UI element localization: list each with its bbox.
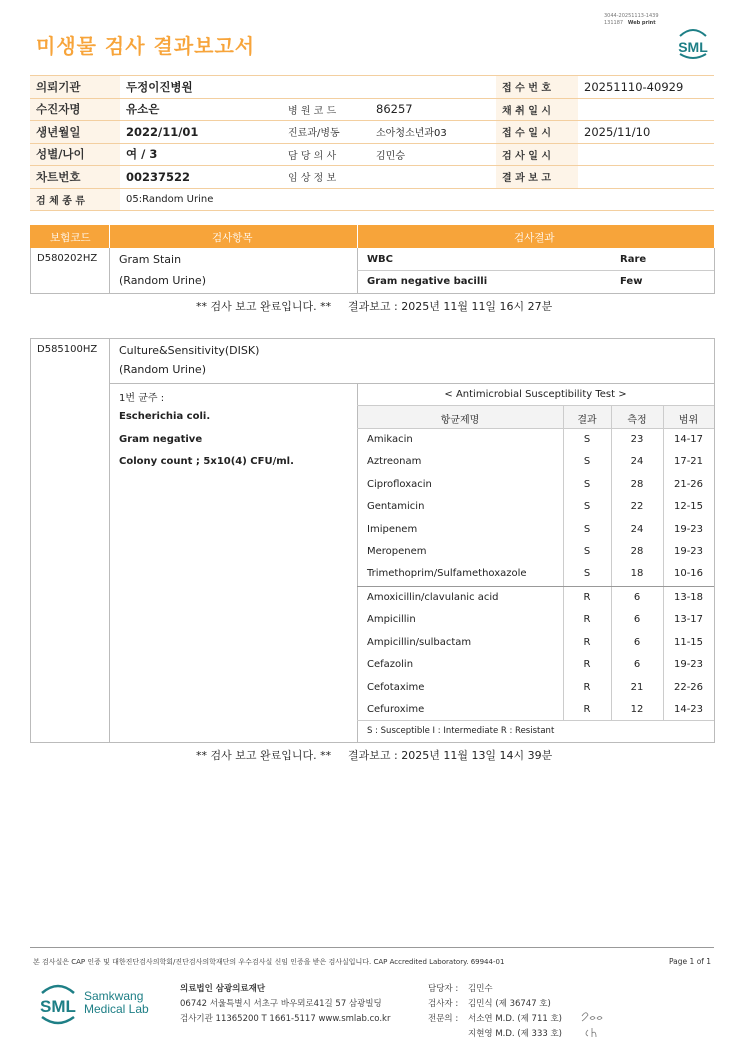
ast-measure: 24 [630, 523, 644, 535]
label-receipt-date: 접 수 일 시 [496, 121, 578, 144]
ast-result: S [583, 478, 591, 490]
ast-measure: 18 [630, 568, 644, 580]
clinical-info [370, 166, 496, 189]
ast-legend: S : Susceptible I : Intermediate R : Resistant [367, 726, 555, 736]
ast-range: 10-16 [673, 568, 704, 580]
ast-drug: Meropenem [367, 546, 427, 557]
ast-measure: 22 [630, 501, 644, 513]
test-date [578, 143, 714, 166]
test2-complete-note: ** 검사 보고 완료입니다. ** [196, 749, 332, 762]
staff-name: 김민수 [468, 984, 493, 994]
birth-date: 2022/11/01 [120, 121, 282, 144]
test2-report-time: 결과보고 : 2025년 11월 13일 14시 39분 [348, 749, 553, 762]
doctor: 김민승 [370, 143, 496, 166]
ast-result: R [583, 614, 591, 626]
col-test-item: 검사항목 [212, 232, 253, 244]
ast-drug: Aztreonam [367, 456, 422, 468]
org-name: 의료법인 삼광의료재단 [180, 984, 266, 994]
ast-measure: 28 [630, 546, 644, 557]
ast-drug: Ampicillin [367, 614, 416, 626]
label-collection-date: 채 취 일 시 [496, 98, 578, 121]
col-insurance-code: 보험코드 [50, 232, 91, 244]
test1-complete-note: ** 검사 보고 완료입니다. ** [196, 300, 332, 313]
test1-report-time: 결과보고 : 2025년 11월 11일 16시 27분 [348, 300, 553, 313]
ast-drug: Amoxicillin/clavulanic acid [367, 592, 499, 603]
label-requesting-org: 의뢰기관 [30, 76, 120, 99]
test1-result-value: Rare [620, 254, 647, 265]
col-test-result: 검사결과 [514, 232, 555, 244]
label-hospital-code: 병 원 코 드 [282, 98, 370, 121]
test1-result-item: Gram negative bacilli [367, 276, 488, 287]
ast-measure: 23 [630, 434, 644, 445]
signature [578, 1008, 608, 1040]
organism-label: 1번 균주 : [119, 393, 165, 404]
ast-range: 14-17 [673, 434, 704, 445]
ast-measure: 12 [630, 704, 644, 715]
organism-name: Escherichia coli. [119, 411, 211, 422]
chart-no: 00237522 [120, 166, 282, 189]
ast-result: R [583, 659, 591, 671]
ast-measure: 21 [630, 681, 644, 693]
label-clinical-info: 임 상 정 보 [282, 166, 370, 189]
sex-age: 여 / 3 [120, 143, 282, 166]
ast-title: < Antimicrobial Susceptibility Test > [444, 389, 627, 400]
test1-code: D580202HZ [37, 253, 98, 264]
ast-result: R [583, 681, 591, 693]
requesting-org: 두정이진병원 [120, 76, 496, 99]
sml-footer-logo-text: SML [40, 997, 76, 1016]
ast-result: R [583, 704, 591, 715]
label-sex-age: 성별/나이 [30, 143, 120, 166]
ast-drug: Amikacin [367, 434, 413, 445]
ast-result: S [583, 434, 591, 445]
ast-range: 13-17 [673, 614, 704, 626]
page-number: Page 1 of 1 [669, 957, 712, 966]
ast-measure: 24 [630, 456, 644, 468]
colony-count: Colony count ; 5x10(4) CFU/ml. [119, 456, 294, 467]
test2-code: D585100HZ [37, 344, 98, 355]
ast-measure: 6 [633, 659, 641, 671]
ast-range: 11-15 [673, 636, 704, 648]
ast-drug: Imipenem [367, 523, 418, 535]
patient-name: 유소은 [120, 98, 282, 121]
ast-drug: Cefuroxime [367, 704, 425, 715]
ast-range: 17-21 [673, 456, 704, 468]
collection-date [578, 98, 714, 121]
receipt-date: 2025/11/10 [578, 121, 714, 144]
ast-result: R [583, 592, 591, 603]
sml-footer-logo [36, 981, 80, 1027]
lab-address: 06742 서울특별시 서초구 바우뫼로41길 57 삼광빌딩 [180, 999, 382, 1009]
label-specimen-type: 검 체 종 류 [30, 188, 120, 211]
cert-statement: 본 검사실은 CAP 인증 및 대한진단검사의학회/진단검사의학재단의 우수검사실 신임 인증을 받은 검사실입니다. CAP Accredited Laboratory. 69944-01 [33, 958, 505, 966]
ast-drug: Trimethoprim/Sulfamethoxazole [367, 568, 527, 580]
ast-range: 21-26 [673, 478, 704, 490]
label-result-report: 결 과 보 고 [496, 166, 578, 189]
test1-result-value: Few [620, 276, 643, 287]
label-birth-date: 생년월일 [30, 121, 120, 144]
results-header-bar [30, 225, 714, 248]
ast-range: 19-23 [673, 659, 704, 671]
ast-result: S [583, 523, 591, 535]
ast-drug: Ampicillin/sulbactam [367, 636, 472, 648]
ast-result: S [583, 501, 591, 513]
ast-measure: 28 [630, 478, 644, 490]
test2-name: Culture&Sensitivity(DISK) [119, 344, 260, 357]
ast-range: 14-23 [673, 704, 704, 715]
lab-contact: 검사기관 11365200 T 1661-5117 www.smlab.co.kr [180, 1014, 391, 1024]
department: 소아청소년과03 [370, 121, 496, 144]
ast-measure: 6 [633, 614, 641, 626]
ast-drug: Gentamicin [367, 501, 425, 513]
ast-range: 19-23 [673, 546, 704, 557]
staff-role: 전문의 : [428, 1014, 459, 1024]
test1-name: Gram Stain [119, 253, 182, 266]
ast-measure: 6 [633, 592, 641, 603]
staff-name: 서소연 M.D. (제 711 호) [468, 1014, 563, 1024]
ast-result: S [583, 546, 591, 557]
ast-measure: 6 [633, 636, 641, 648]
sml-logo [672, 26, 714, 60]
ast-result: S [583, 456, 591, 468]
label-receipt-no: 접 수 번 호 [496, 76, 578, 99]
label-chart-no: 차트번호 [30, 166, 120, 189]
staff-role: 담당자 : [428, 984, 459, 994]
ast-range: 13-18 [673, 592, 704, 603]
footer-divider [30, 947, 714, 948]
staff-name: 지현영 M.D. (제 333 호) [468, 1029, 563, 1039]
receipt-no: 20251110-40929 [578, 76, 714, 99]
label-test-date: 검 사 일 시 [496, 143, 578, 166]
document-code: 3044-20251113-1439 131187 Web print [604, 13, 659, 26]
result-report [578, 166, 714, 189]
ast-header-drug: 항균제명 [440, 415, 480, 426]
label-doctor: 담 당 의 사 [282, 143, 370, 166]
hospital-code: 86257 [370, 98, 496, 121]
label-department: 진료과/병동 [282, 121, 370, 144]
sml-logo-text: SML [678, 39, 708, 55]
staff-role: 검사자 : [428, 999, 459, 1009]
ast-range: 19-23 [673, 523, 704, 535]
page-title: 미생물 검사 결과보고서 [36, 34, 256, 58]
ast-result: S [583, 568, 591, 580]
ast-drug: Cefazolin [367, 659, 414, 671]
ast-range: 12-15 [673, 501, 704, 513]
specimen-type: 05:Random Urine [120, 188, 714, 211]
lab-name-logo: Samkwang Medical Lab [84, 989, 149, 1016]
ast-header-result: 결과 [577, 415, 597, 426]
ast-result: R [583, 636, 591, 648]
label-patient-name: 수진자명 [30, 98, 120, 121]
ast-drug: Ciprofloxacin [367, 478, 432, 490]
ast-range: 22-26 [673, 681, 704, 693]
test2-specimen: (Random Urine) [119, 363, 206, 376]
test1-result-item: WBC [367, 254, 393, 265]
ast-header-measure: 측정 [627, 415, 647, 426]
gram-result: Gram negative [119, 434, 203, 445]
staff-name: 김민식 (제 36747 호) [468, 999, 551, 1009]
test1-specimen: (Random Urine) [119, 274, 206, 287]
ast-drug: Cefotaxime [367, 681, 425, 693]
patient-info-table [30, 75, 714, 211]
ast-header-range: 범위 [678, 415, 699, 426]
